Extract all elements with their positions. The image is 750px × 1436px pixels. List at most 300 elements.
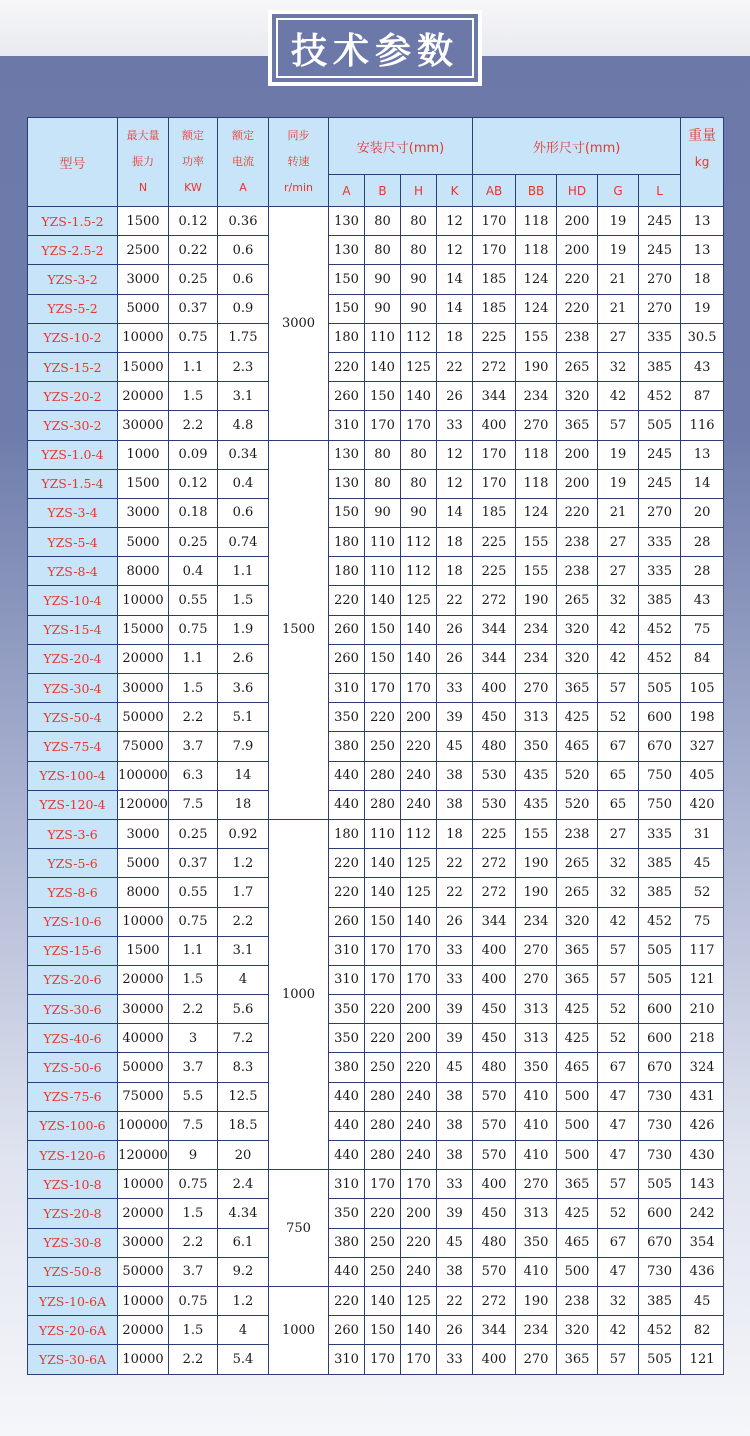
cell-power: 0.25 — [169, 265, 218, 294]
cell-b: 280 — [365, 1111, 401, 1140]
cell-weight: 436 — [681, 1257, 724, 1286]
cell-l: 335 — [639, 557, 681, 586]
spec-table-body — [28, 207, 724, 1375]
cell-l: 452 — [639, 1316, 681, 1345]
cell-ab: 344 — [473, 1316, 516, 1345]
cell-current: 4 — [218, 965, 269, 994]
cell-k: 39 — [437, 703, 473, 732]
cell-model: YZS-1.5-2 — [28, 207, 118, 236]
cell-force: 20000 — [118, 382, 169, 411]
cell-ab: 480 — [473, 1228, 516, 1257]
cell-weight: 242 — [681, 1199, 724, 1228]
cell-weight: 198 — [681, 703, 724, 732]
table-row — [28, 1345, 724, 1374]
cell-power: 1.5 — [169, 1316, 218, 1345]
header-force-unit: N — [138, 181, 148, 194]
cell-ab: 225 — [473, 557, 516, 586]
table-row — [28, 382, 724, 411]
cell-l: 245 — [639, 440, 681, 469]
cell-l: 245 — [639, 469, 681, 498]
cell-force: 8000 — [118, 557, 169, 586]
cell-k: 39 — [437, 995, 473, 1024]
cell-b: 140 — [365, 849, 401, 878]
cell-g: 67 — [598, 1053, 639, 1082]
cell-ab: 225 — [473, 528, 516, 557]
cell-a: 220 — [329, 586, 365, 615]
cell-bb: 190 — [516, 878, 557, 907]
cell-bb: 313 — [516, 703, 557, 732]
cell-l: 452 — [639, 644, 681, 673]
cell-force: 100000 — [118, 1111, 169, 1140]
cell-ab: 185 — [473, 294, 516, 323]
cell-model: YZS-3-4 — [28, 498, 118, 527]
cell-bb: 118 — [516, 236, 557, 265]
cell-weight: 324 — [681, 1053, 724, 1082]
cell-power: 7.5 — [169, 790, 218, 819]
cell-ab: 225 — [473, 819, 516, 848]
cell-bb: 118 — [516, 207, 557, 236]
cell-g: 19 — [598, 469, 639, 498]
cell-power: 0.37 — [169, 849, 218, 878]
cell-b: 80 — [365, 469, 401, 498]
cell-a: 310 — [329, 674, 365, 703]
cell-ab: 344 — [473, 615, 516, 644]
cell-ab: 530 — [473, 790, 516, 819]
cell-force: 120000 — [118, 790, 169, 819]
cell-g: 19 — [598, 440, 639, 469]
header-current-unit: A — [239, 181, 247, 194]
title-frame — [268, 10, 482, 86]
cell-a: 130 — [329, 469, 365, 498]
cell-power: 0.22 — [169, 236, 218, 265]
cell-l: 750 — [639, 790, 681, 819]
cell-hd: 265 — [557, 878, 598, 907]
cell-h: 240 — [401, 1141, 437, 1170]
cell-g: 65 — [598, 790, 639, 819]
cell-ab: 530 — [473, 761, 516, 790]
cell-power: 0.12 — [169, 207, 218, 236]
cell-b: 250 — [365, 1257, 401, 1286]
cell-weight: 20 — [681, 498, 724, 527]
cell-k: 38 — [437, 790, 473, 819]
header-force-line1: 最大量 — [126, 129, 160, 142]
cell-ab: 170 — [473, 207, 516, 236]
cell-bb: 190 — [516, 849, 557, 878]
cell-b: 250 — [365, 1228, 401, 1257]
cell-model: YZS-1.5-4 — [28, 469, 118, 498]
cell-g: 19 — [598, 236, 639, 265]
header-outline-size: 外形尺寸(mm) — [473, 118, 681, 175]
cell-b: 220 — [365, 1199, 401, 1228]
cell-b: 90 — [365, 294, 401, 323]
cell-l: 335 — [639, 323, 681, 352]
cell-g: 57 — [598, 936, 639, 965]
cell-weight: 420 — [681, 790, 724, 819]
cell-current: 2.6 — [218, 644, 269, 673]
cell-ab: 450 — [473, 1199, 516, 1228]
cell-g: 52 — [598, 995, 639, 1024]
cell-current: 5.6 — [218, 995, 269, 1024]
cell-bb: 190 — [516, 1286, 557, 1315]
table-row — [28, 207, 724, 236]
cell-bb: 435 — [516, 761, 557, 790]
cell-k: 22 — [437, 352, 473, 381]
page-title: 技术参数 — [276, 18, 474, 78]
cell-h: 170 — [401, 1170, 437, 1199]
cell-model: YZS-30-2 — [28, 411, 118, 440]
cell-b: 90 — [365, 498, 401, 527]
cell-weight: 28 — [681, 528, 724, 557]
cell-b: 150 — [365, 644, 401, 673]
cell-a: 440 — [329, 761, 365, 790]
cell-a: 180 — [329, 557, 365, 586]
cell-ab: 344 — [473, 382, 516, 411]
cell-k: 45 — [437, 1228, 473, 1257]
cell-hd: 320 — [557, 1316, 598, 1345]
cell-hd: 365 — [557, 1345, 598, 1374]
cell-power: 3.7 — [169, 1257, 218, 1286]
cell-h: 240 — [401, 761, 437, 790]
cell-ab: 170 — [473, 236, 516, 265]
cell-k: 33 — [437, 674, 473, 703]
cell-g: 57 — [598, 965, 639, 994]
cell-hd: 500 — [557, 1082, 598, 1111]
cell-l: 670 — [639, 1228, 681, 1257]
cell-force: 3000 — [118, 819, 169, 848]
cell-current: 4 — [218, 1316, 269, 1345]
cell-force: 1500 — [118, 936, 169, 965]
cell-force: 5000 — [118, 849, 169, 878]
cell-k: 22 — [437, 586, 473, 615]
cell-k: 12 — [437, 440, 473, 469]
cell-k: 12 — [437, 469, 473, 498]
cell-current: 12.5 — [218, 1082, 269, 1111]
cell-l: 385 — [639, 352, 681, 381]
header-col-a: A — [329, 175, 365, 207]
cell-hd: 200 — [557, 440, 598, 469]
cell-b: 90 — [365, 265, 401, 294]
cell-weight: 82 — [681, 1316, 724, 1345]
cell-current: 1.7 — [218, 878, 269, 907]
cell-force: 100000 — [118, 761, 169, 790]
cell-current: 0.6 — [218, 265, 269, 294]
cell-model: YZS-10-2 — [28, 323, 118, 352]
cell-a: 260 — [329, 1316, 365, 1345]
cell-current: 1.2 — [218, 1286, 269, 1315]
cell-b: 170 — [365, 936, 401, 965]
cell-l: 385 — [639, 849, 681, 878]
cell-b: 140 — [365, 586, 401, 615]
cell-g: 52 — [598, 703, 639, 732]
cell-bb: 234 — [516, 382, 557, 411]
cell-l: 670 — [639, 732, 681, 761]
header-power-unit: KW — [184, 181, 202, 194]
cell-model: YZS-30-4 — [28, 674, 118, 703]
cell-bb: 313 — [516, 1199, 557, 1228]
cell-h: 200 — [401, 1024, 437, 1053]
header-weight-label: 重量 — [688, 128, 717, 144]
cell-weight: 117 — [681, 936, 724, 965]
cell-b: 140 — [365, 878, 401, 907]
cell-k: 45 — [437, 1053, 473, 1082]
cell-power: 1.1 — [169, 936, 218, 965]
cell-current: 20 — [218, 1141, 269, 1170]
cell-current: 1.5 — [218, 586, 269, 615]
cell-hd: 425 — [557, 1024, 598, 1053]
cell-current: 14 — [218, 761, 269, 790]
cell-weight: 84 — [681, 644, 724, 673]
header-force-line2: 振力 — [132, 155, 154, 168]
cell-model: YZS-15-4 — [28, 615, 118, 644]
cell-ab: 400 — [473, 965, 516, 994]
header-current — [218, 118, 269, 207]
cell-force: 120000 — [118, 1141, 169, 1170]
cell-g: 42 — [598, 907, 639, 936]
cell-hd: 465 — [557, 1228, 598, 1257]
cell-h: 240 — [401, 790, 437, 819]
cell-current: 2.2 — [218, 907, 269, 936]
table-row — [28, 615, 724, 644]
cell-g: 67 — [598, 1228, 639, 1257]
table-row — [28, 1082, 724, 1111]
table-row — [28, 265, 724, 294]
cell-current: 0.6 — [218, 236, 269, 265]
table-row — [28, 674, 724, 703]
cell-current: 1.9 — [218, 615, 269, 644]
cell-k: 26 — [437, 644, 473, 673]
header-col-ab: AB — [473, 175, 516, 207]
cell-ab: 570 — [473, 1082, 516, 1111]
cell-h: 240 — [401, 1082, 437, 1111]
cell-ab: 480 — [473, 732, 516, 761]
cell-weight: 14 — [681, 469, 724, 498]
cell-current: 6.1 — [218, 1228, 269, 1257]
cell-current: 18.5 — [218, 1111, 269, 1140]
cell-bb: 155 — [516, 557, 557, 586]
cell-force: 50000 — [118, 703, 169, 732]
cell-force: 50000 — [118, 1053, 169, 1082]
cell-current: 2.4 — [218, 1170, 269, 1199]
cell-g: 47 — [598, 1082, 639, 1111]
cell-b: 170 — [365, 411, 401, 440]
cell-a: 350 — [329, 703, 365, 732]
cell-current: 0.6 — [218, 498, 269, 527]
cell-g: 47 — [598, 1141, 639, 1170]
cell-model: YZS-10-6A — [28, 1286, 118, 1315]
cell-power: 0.18 — [169, 498, 218, 527]
cell-a: 220 — [329, 878, 365, 907]
header-power-line1: 额定 — [182, 129, 204, 142]
cell-h: 170 — [401, 1345, 437, 1374]
cell-hd: 365 — [557, 965, 598, 994]
cell-g: 42 — [598, 382, 639, 411]
cell-bb: 155 — [516, 819, 557, 848]
cell-ab: 344 — [473, 907, 516, 936]
header-col-h: H — [401, 175, 437, 207]
cell-weight: 43 — [681, 352, 724, 381]
cell-weight: 19 — [681, 294, 724, 323]
cell-l: 505 — [639, 965, 681, 994]
cell-a: 310 — [329, 936, 365, 965]
cell-bb: 234 — [516, 615, 557, 644]
cell-power: 2.2 — [169, 703, 218, 732]
cell-h: 140 — [401, 382, 437, 411]
table-row — [28, 1316, 724, 1345]
cell-a: 440 — [329, 1141, 365, 1170]
cell-force: 1500 — [118, 207, 169, 236]
cell-ab: 272 — [473, 586, 516, 615]
cell-a: 130 — [329, 236, 365, 265]
cell-k: 38 — [437, 1257, 473, 1286]
speed-group-cell: 1500 — [269, 440, 329, 819]
cell-h: 200 — [401, 703, 437, 732]
cell-model: YZS-8-6 — [28, 878, 118, 907]
table-row — [28, 294, 724, 323]
cell-ab: 450 — [473, 995, 516, 1024]
cell-b: 150 — [365, 907, 401, 936]
cell-bb: 270 — [516, 965, 557, 994]
cell-hd: 520 — [557, 790, 598, 819]
header-current-line1: 额定 — [232, 129, 254, 142]
cell-l: 600 — [639, 1024, 681, 1053]
cell-force: 20000 — [118, 1316, 169, 1345]
cell-a: 350 — [329, 1199, 365, 1228]
cell-hd: 520 — [557, 761, 598, 790]
header-col-k: K — [437, 175, 473, 207]
cell-ab: 185 — [473, 498, 516, 527]
cell-weight: 45 — [681, 849, 724, 878]
cell-force: 3000 — [118, 498, 169, 527]
cell-g: 27 — [598, 557, 639, 586]
cell-weight: 75 — [681, 615, 724, 644]
cell-ab: 400 — [473, 1170, 516, 1199]
cell-model: YZS-5-6 — [28, 849, 118, 878]
cell-current: 8.3 — [218, 1053, 269, 1082]
cell-b: 280 — [365, 1082, 401, 1111]
cell-power: 0.55 — [169, 586, 218, 615]
cell-force: 10000 — [118, 1286, 169, 1315]
cell-g: 42 — [598, 1316, 639, 1345]
cell-hd: 425 — [557, 995, 598, 1024]
cell-a: 220 — [329, 352, 365, 381]
cell-bb: 410 — [516, 1111, 557, 1140]
cell-power: 2.2 — [169, 1228, 218, 1257]
cell-a: 260 — [329, 382, 365, 411]
cell-ab: 170 — [473, 469, 516, 498]
cell-hd: 320 — [557, 907, 598, 936]
cell-bb: 270 — [516, 1170, 557, 1199]
cell-power: 3.7 — [169, 1053, 218, 1082]
cell-weight: 327 — [681, 732, 724, 761]
cell-ab: 344 — [473, 644, 516, 673]
cell-bb: 124 — [516, 294, 557, 323]
header-force — [118, 118, 169, 207]
cell-force: 1000 — [118, 440, 169, 469]
cell-power: 0.55 — [169, 878, 218, 907]
speed-group-cell: 3000 — [269, 207, 329, 441]
cell-a: 310 — [329, 1345, 365, 1374]
cell-g: 32 — [598, 1286, 639, 1315]
cell-h: 200 — [401, 995, 437, 1024]
cell-l: 270 — [639, 498, 681, 527]
cell-h: 170 — [401, 411, 437, 440]
cell-weight: 105 — [681, 674, 724, 703]
cell-weight: 31 — [681, 819, 724, 848]
cell-a: 310 — [329, 411, 365, 440]
cell-k: 12 — [437, 207, 473, 236]
cell-bb: 270 — [516, 936, 557, 965]
cell-h: 90 — [401, 498, 437, 527]
cell-hd: 220 — [557, 294, 598, 323]
cell-force: 30000 — [118, 674, 169, 703]
cell-hd: 465 — [557, 732, 598, 761]
spec-table — [27, 117, 724, 1375]
table-row — [28, 469, 724, 498]
cell-l: 270 — [639, 294, 681, 323]
cell-model: YZS-100-4 — [28, 761, 118, 790]
cell-k: 33 — [437, 1345, 473, 1374]
cell-force: 3000 — [118, 265, 169, 294]
cell-ab: 272 — [473, 1286, 516, 1315]
cell-bb: 313 — [516, 995, 557, 1024]
header-model: 型号 — [28, 118, 118, 207]
cell-l: 385 — [639, 586, 681, 615]
cell-current: 0.36 — [218, 207, 269, 236]
cell-power: 2.2 — [169, 411, 218, 440]
cell-hd: 265 — [557, 352, 598, 381]
cell-current: 9.2 — [218, 1257, 269, 1286]
cell-hd: 200 — [557, 236, 598, 265]
cell-bb: 155 — [516, 528, 557, 557]
cell-h: 125 — [401, 352, 437, 381]
table-row — [28, 1286, 724, 1315]
cell-b: 280 — [365, 790, 401, 819]
table-row — [28, 557, 724, 586]
cell-force: 20000 — [118, 1199, 169, 1228]
cell-force: 15000 — [118, 352, 169, 381]
cell-power: 0.37 — [169, 294, 218, 323]
cell-a: 440 — [329, 1257, 365, 1286]
cell-power: 5.5 — [169, 1082, 218, 1111]
table-row — [28, 703, 724, 732]
speed-group-cell: 1000 — [269, 1286, 329, 1374]
cell-ab: 570 — [473, 1111, 516, 1140]
cell-current: 4.8 — [218, 411, 269, 440]
cell-h: 220 — [401, 732, 437, 761]
cell-g: 42 — [598, 615, 639, 644]
cell-a: 130 — [329, 207, 365, 236]
table-row — [28, 528, 724, 557]
cell-a: 380 — [329, 732, 365, 761]
cell-weight: 45 — [681, 1286, 724, 1315]
cell-model: YZS-3-6 — [28, 819, 118, 848]
header-col-hd: HD — [557, 175, 598, 207]
cell-force: 10000 — [118, 907, 169, 936]
cell-a: 350 — [329, 995, 365, 1024]
cell-g: 47 — [598, 1111, 639, 1140]
cell-ab: 480 — [473, 1053, 516, 1082]
cell-power: 2.2 — [169, 1345, 218, 1374]
cell-model: YZS-20-8 — [28, 1199, 118, 1228]
cell-l: 505 — [639, 411, 681, 440]
cell-hd: 238 — [557, 819, 598, 848]
cell-weight: 13 — [681, 236, 724, 265]
cell-force: 10000 — [118, 1170, 169, 1199]
cell-weight: 75 — [681, 907, 724, 936]
table-row — [28, 790, 724, 819]
cell-g: 19 — [598, 207, 639, 236]
cell-a: 180 — [329, 323, 365, 352]
